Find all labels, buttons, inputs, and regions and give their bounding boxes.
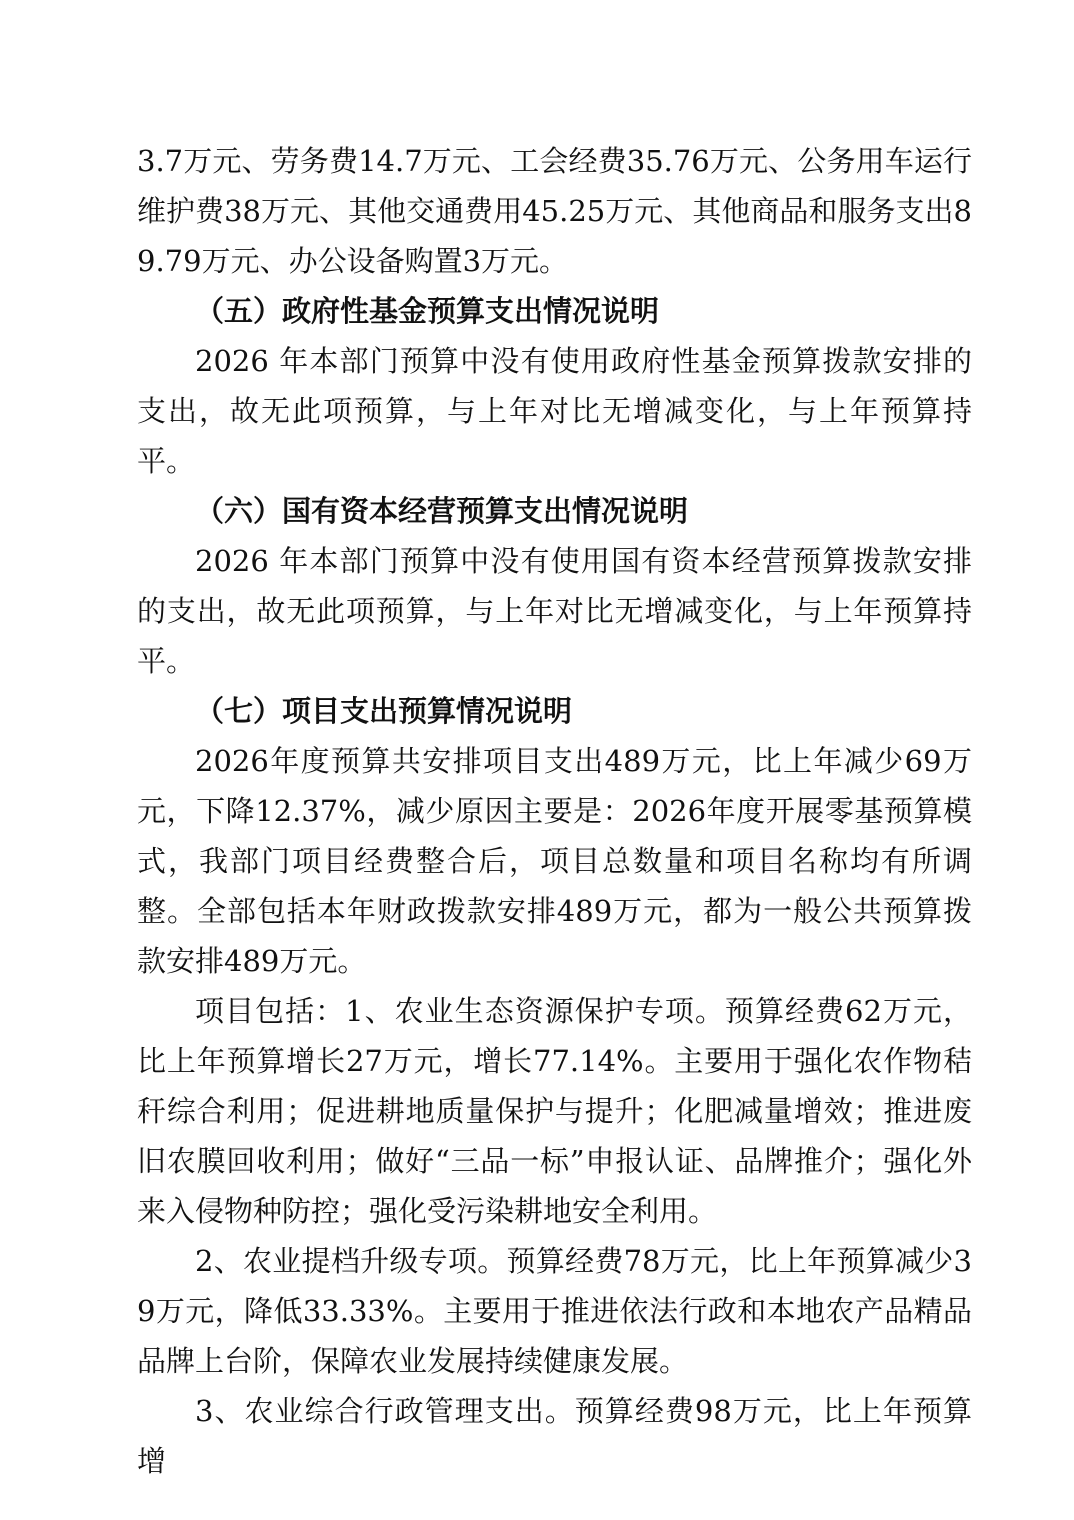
paragraph-state-capital: 2026 年本部门预算中没有使用国有资本经营预算拨款安排 的支出，故无此项预算，与上年对比无增减变化，与上年预算持平。 — [137, 544, 972, 678]
paragraph-project-item-1: 项目包括：1、农业生态资源保护专项。预算经费62万元，比上年预算增长27万元，增长77.14%。主要用于强化农作物秸秆综合利用；促进耕地质量保护与提升；化肥减量增效；推进废旧农膜回收利用；做好“三品一标”申报认证、品牌推介；强化外来入侵物种防控；强化受污染耕地安全利用。 — [137, 994, 972, 1228]
paragraph-project-item-2: 2、农业提档升级专项。预算经费78万元，比上年预算减少39万元，降低33.33%。主要用于推进依法行政和本地农产品精品品牌上台阶，保障农业发展持续健康发展。 — [137, 1244, 972, 1378]
section-heading-project-expenditure: （七）项目支出预算情况说明 — [195, 694, 573, 728]
paragraph-continued-expenses: 3.7万元、劳务费14.7万元、工会经费35.76万元、公务用车运行维护费38万元、其他交通费用45.25万元、其他商品和服务支出89.79万元、办公设备购置3万元。 — [137, 144, 972, 278]
paragraph-project-expenditure-summary: 2026年度预算共安排项目支出489万元，比上年减少69万元，下降12.37%，减少原因主要是：2026年度开展零基预算模式，我部门项目经费整合后，项目总数量和项目名称均有所调整。全部包括本年财政拨款安排489万元，都为一般公共预算拨款安排489万元。 — [137, 744, 972, 978]
paragraph-project-item-3: 3、农业综合行政管理支出。预算经费98万元，比上年预算增 — [137, 1394, 972, 1478]
section-heading-state-capital: （六）国有资本经营预算支出情况说明 — [195, 494, 689, 528]
paragraph-government-fund: 2026 年本部门预算中没有使用政府性基金预算拨款安排的支出，故无此项预算，与上年对比无增减变化，与上年预算持平。 — [137, 344, 972, 478]
document-body — [137, 136, 972, 1486]
section-heading-government-fund: （五）政府性基金预算支出情况说明 — [195, 294, 660, 328]
